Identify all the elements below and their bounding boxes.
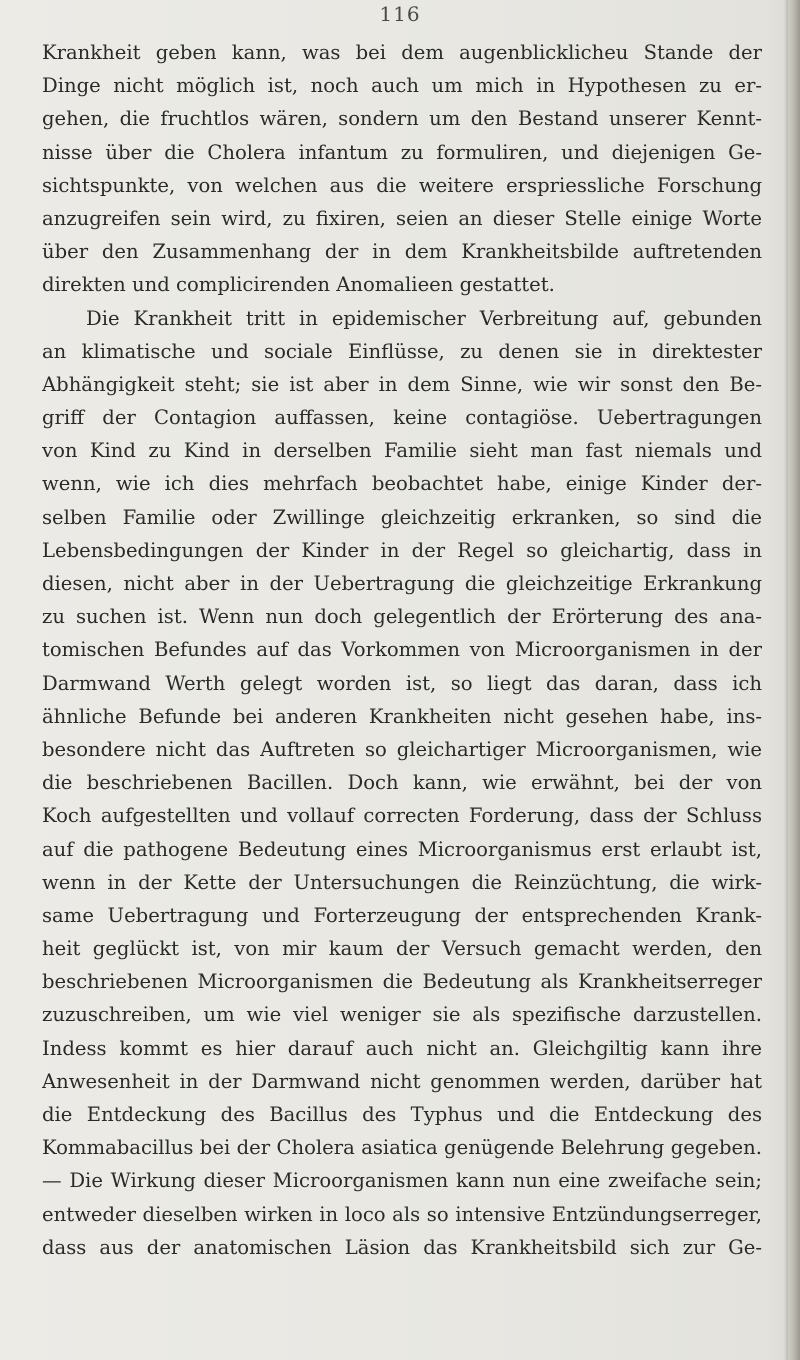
text-line: besondere nicht das Auftreten so gleichartiger Microorganismen, wie	[42, 737, 762, 761]
text-line: Darmwand Werth gelegt worden ist, so liegt das daran, dass ich	[42, 671, 762, 695]
text-line: Koch aufgestellten und vollauf correcten Forderung, dass der Schluss	[42, 804, 762, 828]
text-line: Lebensbedingungen der Kinder in der Regel so gleichartig, dass in	[42, 538, 762, 562]
text-line: gehen, die fruchtlos wären, sondern um den Bestand unserer Kennt-	[42, 107, 762, 131]
text-line: sichtspunkte, von welchen aus die weitere erspriessliche Forschung	[42, 173, 762, 197]
text-line: Dinge nicht möglich ist, noch auch um mich in Hypothesen zu er-	[42, 74, 762, 98]
body-text	[42, 36, 762, 1264]
text-line: beschriebenen Microorganismen die Bedeutung als Krankheitserreger	[42, 970, 762, 994]
text-line: — Die Wirkung dieser Microorganismen kann nun eine zweifache sein;	[42, 1169, 762, 1193]
text-line: heit geglückt ist, von mir kaum der Versuch gemacht werden, den	[42, 937, 762, 961]
page-number: 116	[379, 2, 421, 26]
book-binding-edge	[788, 0, 800, 1360]
text-line: von Kind zu Kind in derselben Familie sieht man fast niemals und	[42, 439, 762, 463]
text-line: dass aus der anatomischen Läsion das Krankheitsbild sich zur Ge-	[42, 1235, 762, 1259]
text-line: ähnliche Befunde bei anderen Krankheiten nicht gesehen habe, ins-	[42, 704, 762, 728]
text-line: tomischen Befundes auf das Vorkommen von Microorganismen in der	[42, 638, 762, 662]
paragraph-start-line: Die Krankheit tritt in epidemischer Verbreitung auf, gebunden	[86, 306, 762, 330]
text-line: Kommabacillus bei der Cholera asiatica genügende Belehrung gegeben.	[42, 1136, 762, 1160]
text-line: Anwesenheit in der Darmwand nicht genommen werden, darüber hat	[42, 1069, 762, 1093]
text-line: über den Zusammenhang der in dem Krankheitsbilde auftretenden	[42, 240, 762, 264]
text-line: diesen, nicht aber in der Uebertragung die gleichzeitige Erkrankung	[42, 572, 762, 595]
text-line: zuzuschreiben, um wie viel weniger sie als spezifische darzustellen.	[42, 1003, 762, 1027]
text-line: selben Familie oder Zwillinge gleichzeitig erkranken, so sind die	[42, 505, 762, 529]
text-line: wenn, wie ich dies mehrfach beobachtet habe, einige Kinder der-	[42, 472, 762, 496]
text-line: an klimatische und sociale Einflüsse, zu denen sie in direktester	[42, 339, 762, 363]
text-line: nisse über die Cholera infantum zu formuliren, und diejenigen Ge-	[42, 140, 762, 164]
text-line: Abhängigkeit steht; sie ist aber in dem Sinne, wie wir sonst den Be-	[42, 372, 762, 396]
text-line: wenn in der Kette der Untersuchungen die Reinzüchtung, die wirk-	[42, 870, 762, 894]
text-line: same Uebertragung und Forterzeugung der entsprechenden Krank-	[42, 903, 762, 927]
text-line: auf die pathogene Bedeutung eines Microorganismus erst erlaubt ist,	[42, 837, 762, 861]
text-line: griff der Contagion auffassen, keine contagiöse. Uebertragungen	[42, 406, 762, 430]
text-line: die beschriebenen Bacillen. Doch kann, wie erwähnt, bei der von	[42, 771, 762, 795]
text-line: zu suchen ist. Wenn nun doch gelegentlich der Erörterung des ana-	[42, 605, 762, 629]
text-line: die Entdeckung des Bacillus des Typhus und die Entdeckung des	[42, 1103, 762, 1126]
text-line: Indess kommt es hier darauf auch nicht an. Gleichgiltig kann ihre	[42, 1036, 762, 1060]
text-line: entweder dieselben wirken in loco als so intensive Entzündungserreger,	[42, 1202, 762, 1226]
text-line: direkten und complicirenden Anomalieen gestattet.	[42, 273, 555, 297]
text-line: anzugreifen sein wird, zu fixiren, seien an dieser Stelle einige Worte	[42, 206, 762, 230]
text-line: Krankheit geben kann, was bei dem augenblicklicheu Stande der	[42, 41, 762, 64]
